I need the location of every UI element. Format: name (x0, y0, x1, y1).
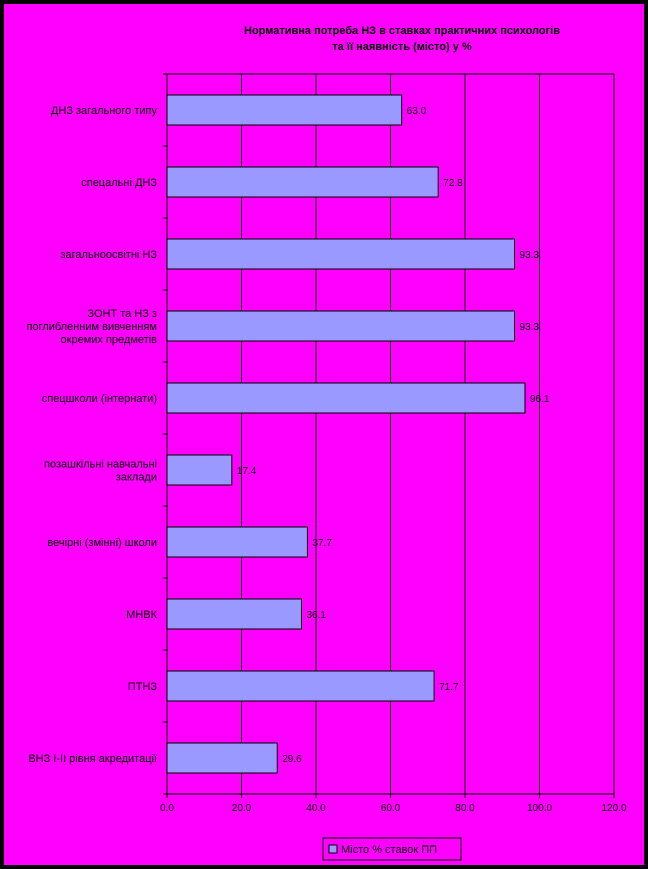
category-label: окремих предметів (60, 334, 157, 346)
bar (167, 455, 232, 485)
data-label: 36.1 (306, 610, 326, 621)
plot-area (26, 74, 626, 814)
category-label: вечірні (змінні) школи (47, 537, 157, 549)
bar (167, 527, 307, 557)
x-tick-label: 60.0 (380, 803, 401, 814)
bar-chart (4, 4, 644, 865)
category-label: ВНЗ I-II рівня акредитації (28, 753, 157, 765)
data-label: 37.7 (312, 538, 332, 549)
x-tick-label: 20.0 (231, 803, 252, 814)
bar (167, 671, 434, 701)
x-tick-label: 80.0 (455, 803, 475, 814)
category-label: позашкільні навчальні (44, 458, 157, 471)
data-label: 96.1 (529, 394, 550, 405)
category-label: загальноосвітні НЗ (60, 249, 157, 261)
x-tick-label: 120.0 (601, 803, 627, 814)
data-label: 71.7 (439, 682, 459, 693)
category-label: ЗОНТ та НЗ з (87, 308, 157, 320)
data-label: 93.3 (519, 250, 540, 261)
bar (167, 383, 525, 413)
chart-title-line-1: Нормативна потреба НЗ в ставках практичних психологів (244, 25, 560, 37)
bar (167, 239, 515, 269)
category-label: ПТНЗ (127, 681, 157, 693)
legend-label: Місто % ставок ПП (341, 844, 438, 856)
bar (167, 743, 277, 773)
legend-swatch (329, 845, 337, 853)
bar (167, 311, 515, 341)
bar (167, 599, 301, 629)
data-label: 29.6 (282, 754, 302, 765)
x-tick-label: 40.0 (306, 803, 326, 814)
data-label: 72.8 (443, 178, 463, 189)
category-label: поглибленним вивченням (26, 321, 157, 333)
category-label: МНВК (126, 609, 157, 621)
bar (167, 95, 402, 125)
category-label: заклади (115, 471, 157, 484)
chart-area (4, 4, 644, 865)
data-label: 93.3 (519, 322, 540, 333)
category-label: спецальні ДНЗ (81, 177, 157, 189)
data-label: 17.4 (236, 466, 257, 477)
x-tick-label: 100.0 (526, 803, 553, 814)
chart-title-line-2: та її наявність (місто) у % (332, 41, 472, 53)
bar (167, 167, 438, 197)
data-label: 63.0 (406, 106, 427, 117)
legend (323, 838, 461, 860)
category-label: спецшколи (інтернати) (41, 393, 157, 405)
x-tick-label: 0.0 (160, 803, 174, 814)
category-label: ДНЗ загального типу (50, 105, 157, 117)
